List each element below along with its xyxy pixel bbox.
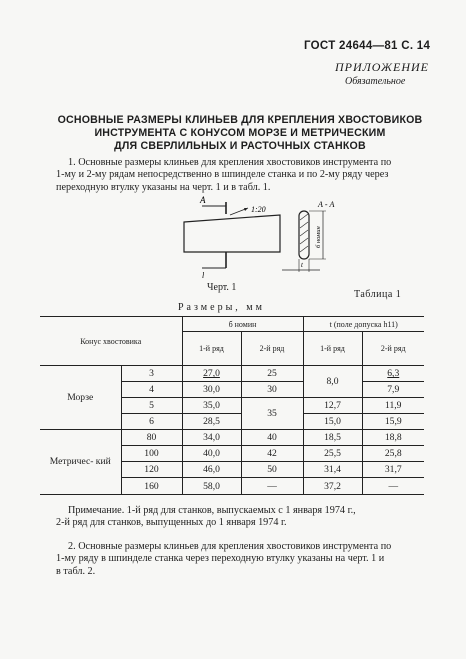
table-cell: 100 xyxy=(121,446,182,462)
table-cell: 31,4 xyxy=(303,462,362,478)
table-cell: 27,0 xyxy=(182,366,241,382)
note-line-2: 2-й ряд для станков, выпущенных до 1 января 1974 г. xyxy=(56,517,287,529)
header-t-row1: 1-й ряд xyxy=(303,332,362,366)
paragraph-2-line-1: 2. Основные размеры клиньев для крепления хвостовиков инструмента по xyxy=(68,541,392,552)
table-cell: 28,5 xyxy=(182,414,241,430)
title-line-1: ОСНОВНЫЕ РАЗМЕРЫ КЛИНЬЕВ ДЛЯ КРЕПЛЕНИЯ ХВОСТОВИКОВ xyxy=(57,114,423,126)
paragraph-2 xyxy=(56,541,419,578)
header-b-row2: 2-й ряд xyxy=(241,332,303,366)
table-cell: 3 xyxy=(121,366,182,382)
header-b-row1: 1-й ряд xyxy=(182,332,241,366)
table-cell: 37,2 xyxy=(303,478,362,495)
table-cell: 40 xyxy=(241,430,303,446)
wedge-body xyxy=(184,215,280,252)
dim-b-label: б номин xyxy=(315,226,322,248)
table-cell: 5 xyxy=(121,398,182,414)
table-cell: 11,9 xyxy=(362,398,424,414)
paragraph-2-line-2: 1-му ряду в шпинделе станка через переходную втулку указаны на черт. 1 и xyxy=(56,553,385,565)
table-cell: 25,5 xyxy=(303,446,362,462)
table-cell: 40,0 xyxy=(182,446,241,462)
header-cone: Конус хвостовика xyxy=(40,317,182,366)
header-t: t (поле допуска h11) xyxy=(303,317,424,332)
appendix-label: ПРИЛОЖЕНИЕ xyxy=(335,60,429,74)
table-cell: 46,0 xyxy=(182,462,241,478)
wedge-drawing xyxy=(170,194,350,280)
slope-label: 1:20 xyxy=(251,205,266,214)
table-cell: 34,0 xyxy=(182,430,241,446)
paragraph-2-line-3: в табл. 2. xyxy=(56,565,96,577)
table-cell: 25,8 xyxy=(362,446,424,462)
table-cell: 31,7 xyxy=(362,462,424,478)
table-cell: 35,0 xyxy=(182,398,241,414)
note-line-1: Примечание. 1-й ряд для станков, выпускаемых с 1 января 1974 г., xyxy=(68,505,356,516)
group-metric: Метричес- кий xyxy=(40,430,121,495)
table-cell: 35 xyxy=(241,398,303,430)
title-line-3: ДЛЯ СВЕРЛИЛЬНЫХ И РАСТОЧНЫХ СТАНКОВ xyxy=(114,140,366,152)
table-cell: 12,7 xyxy=(303,398,362,414)
table-cell: 15,9 xyxy=(362,414,424,430)
table-cell: 6 xyxy=(121,414,182,430)
table-cell: 6,3 xyxy=(362,366,424,382)
document-title xyxy=(40,114,440,153)
section-label: А - А xyxy=(318,200,335,209)
table-cell: 30 xyxy=(241,382,303,398)
table-cell: 8,0 xyxy=(303,366,362,398)
table-cell: 7,9 xyxy=(362,382,424,398)
table-cell: 15,0 xyxy=(303,414,362,430)
table-cell: 120 xyxy=(121,462,182,478)
title-line-2: ИНСТРУМЕНТА С КОНУСОМ МОРЗЕ И МЕТРИЧЕСКИМ xyxy=(94,127,386,139)
paragraph-1 xyxy=(56,157,419,194)
mandatory-label: Обязательное xyxy=(345,76,406,87)
figure-caption: Черт. 1 xyxy=(207,282,237,293)
table-cell: 18,5 xyxy=(303,430,362,446)
dimensions-table xyxy=(40,316,424,495)
group-morse: Морзе xyxy=(40,366,121,430)
header-b: б номин xyxy=(182,317,303,332)
table-cell: 25 xyxy=(241,366,303,382)
table-cell: 58,0 xyxy=(182,478,241,495)
paragraph-1-line-2: 1-му и 2-му рядам непосредственно в шпинделе станка и по 2-му ряду через xyxy=(56,169,389,181)
table-cell: 4 xyxy=(121,382,182,398)
table-caption: Таблица 1 xyxy=(354,289,402,300)
paragraph-1-line-1: 1. Основные размеры клиньев для крепления хвостовиков инструмента по xyxy=(68,157,392,168)
table-units: Размеры, мм xyxy=(178,302,265,313)
table-cell: — xyxy=(241,478,303,495)
table-cell: 42 xyxy=(241,446,303,462)
dim-t-label: t xyxy=(301,261,303,269)
section-mark-top: А xyxy=(200,195,206,205)
dim-l-label: l xyxy=(202,271,205,280)
paragraph-1-line-3: переходную втулку указаны на черт. 1 и в табл. 1. xyxy=(56,181,271,193)
table-cell: 30,0 xyxy=(182,382,241,398)
table-cell: 80 xyxy=(121,430,182,446)
table-cell: 160 xyxy=(121,478,182,495)
page-header: ГОСТ 24644—81 С. 14 xyxy=(304,40,431,52)
table-cell: 50 xyxy=(241,462,303,478)
table-cell: — xyxy=(362,478,424,495)
table-cell: 18,8 xyxy=(362,430,424,446)
table-note xyxy=(56,505,419,530)
header-t-row2: 2-й ряд xyxy=(362,332,424,366)
